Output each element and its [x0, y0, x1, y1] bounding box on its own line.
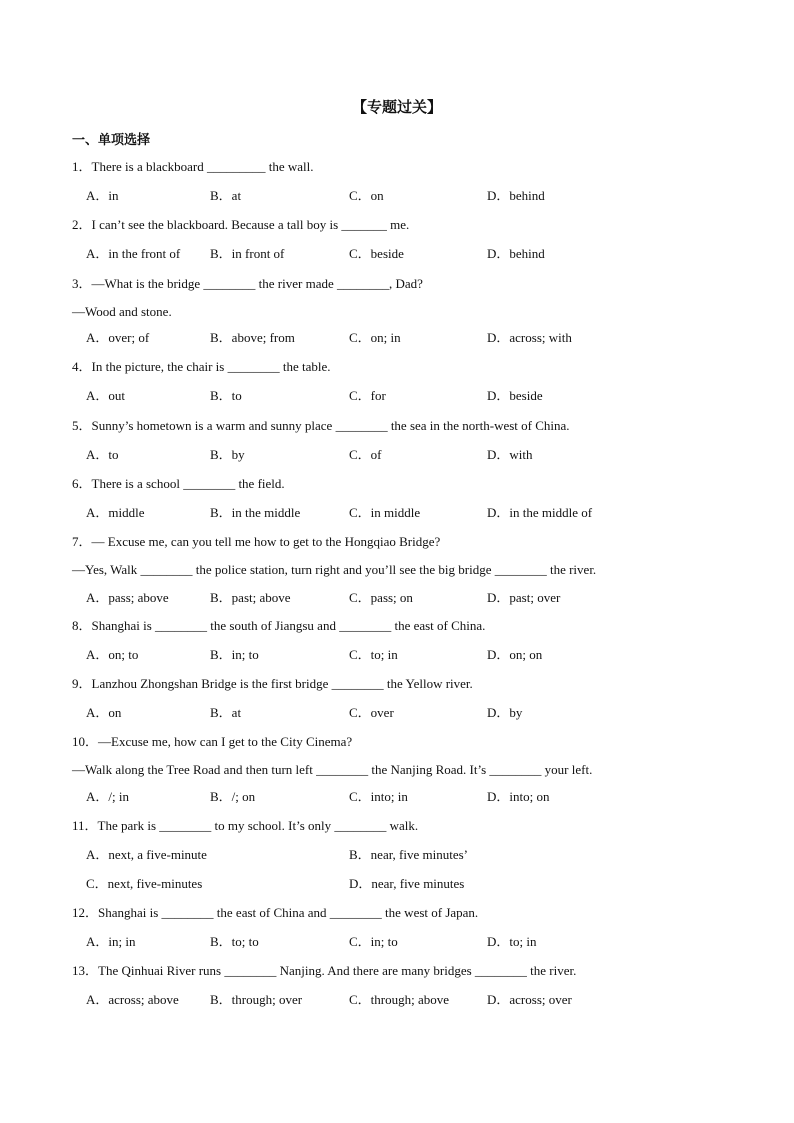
option-c[interactable]: C．on; in — [349, 330, 401, 345]
option-b[interactable]: B．at — [210, 705, 242, 720]
question-9-stem: 9．Lanzhou Zhongshan Bridge is the first bridge ________ the Yellow river. — [72, 676, 473, 691]
page-title: 【专题过关】 — [351, 98, 442, 116]
question-11-stem: 11．The park is ________ to my school. It’s only ________ walk. — [72, 818, 419, 833]
option-a[interactable]: A．to — [86, 447, 119, 462]
option-b[interactable]: B．in; to — [210, 647, 259, 662]
option-b[interactable]: B．through; over — [210, 992, 303, 1007]
question-6-options — [86, 504, 726, 522]
question-1-stem: 1．There is a blackboard _________ the wall. — [72, 159, 314, 174]
option-a[interactable]: A．in — [86, 188, 119, 203]
option-b[interactable]: B．/; on — [210, 789, 256, 804]
question-6-stem: 6．There is a school ________ the field. — [72, 476, 285, 491]
question-7-options — [86, 589, 726, 607]
question-9-options — [86, 704, 726, 722]
option-b[interactable]: B．above; from — [210, 330, 295, 345]
question-4-stem: 4．In the picture, the chair is ________ the table. — [72, 359, 331, 374]
option-d[interactable]: D．past; over — [487, 590, 561, 605]
question-7-answer-line: —Yes, Walk ________ the police station, turn right and you’ll see the big bridge ________ the river. — [72, 562, 597, 577]
option-a[interactable]: A．middle — [86, 505, 145, 520]
option-b[interactable]: B．to; to — [210, 934, 259, 949]
question-10-options — [86, 788, 726, 806]
question-11-options-row-2 — [86, 875, 726, 893]
question-3-stem: 3．—What is the bridge ________ the river made ________, Dad? — [72, 276, 423, 291]
question-12-options — [86, 933, 726, 951]
question-12-stem: 12．Shanghai is ________ the east of China and ________ the west of Japan. — [72, 905, 479, 920]
option-a[interactable]: A．over; of — [86, 330, 150, 345]
option-d[interactable]: D．behind — [487, 188, 545, 203]
option-b[interactable]: B．by — [210, 447, 245, 462]
option-c[interactable]: C．into; in — [349, 789, 408, 804]
option-b[interactable]: B．in front of — [210, 246, 285, 261]
option-a[interactable]: A．out — [86, 388, 126, 403]
option-d[interactable]: D．into; on — [487, 789, 550, 804]
question-2-options — [86, 245, 726, 263]
option-b[interactable]: B．past; above — [210, 590, 291, 605]
option-d[interactable]: D．to; in — [487, 934, 537, 949]
option-d[interactable]: D．on; on — [487, 647, 543, 662]
question-7-stem: 7．— Excuse me, can you tell me how to get to the Hongqiao Bridge? — [72, 534, 441, 549]
question-10-answer-line: —Walk along the Tree Road and then turn left ________ the Nanjing Road. It’s ________ your left. — [72, 762, 593, 777]
question-4-options — [86, 387, 726, 405]
option-b[interactable]: B．to — [210, 388, 242, 403]
option-d[interactable]: D．by — [487, 705, 523, 720]
option-d[interactable]: D．with — [487, 447, 533, 462]
option-d[interactable]: D．across; with — [487, 330, 572, 345]
option-c[interactable]: C．next, five-minutes — [86, 876, 203, 891]
option-c[interactable]: C．on — [349, 188, 384, 203]
option-d[interactable]: D．behind — [487, 246, 545, 261]
option-a[interactable]: A．pass; above — [86, 590, 169, 605]
option-c[interactable]: C．through; above — [349, 992, 450, 1007]
option-a[interactable]: A．on; to — [86, 647, 139, 662]
option-d[interactable]: D．beside — [487, 388, 543, 403]
question-5-options — [86, 446, 726, 464]
question-2-stem: 2．I can’t see the blackboard. Because a tall boy is _______ me. — [72, 217, 410, 232]
option-c[interactable]: C．beside — [349, 246, 404, 261]
option-a[interactable]: A．next, a five-minute — [86, 847, 207, 862]
question-3-answer-line: —Wood and stone. — [72, 304, 172, 319]
option-d[interactable]: D．in the middle of — [487, 505, 593, 520]
question-8-options — [86, 646, 726, 664]
question-13-options — [86, 991, 726, 1009]
option-b[interactable]: B．at — [210, 188, 242, 203]
option-c[interactable]: C．to; in — [349, 647, 398, 662]
question-10-stem: 10．—Excuse me, how can I get to the City Cinema? — [72, 734, 353, 749]
option-a[interactable]: A．across; above — [86, 992, 179, 1007]
option-c[interactable]: C．for — [349, 388, 386, 403]
question-13-stem: 13．The Qinhuai River runs ________ Nanjing. And there are many bridges ________ the river. — [72, 963, 577, 978]
question-3-options — [86, 329, 726, 347]
option-c[interactable]: C．of — [349, 447, 382, 462]
option-a[interactable]: A．on — [86, 705, 122, 720]
option-a[interactable]: A．in the front of — [86, 246, 181, 261]
option-d[interactable]: D．near, five minutes — [349, 876, 465, 891]
option-c[interactable]: C．in middle — [349, 505, 421, 520]
question-5-stem: 5．Sunny’s hometown is a warm and sunny place ________ the sea in the north-west of China. — [72, 418, 570, 433]
option-c[interactable]: C．pass; on — [349, 590, 413, 605]
option-a[interactable]: A．in; in — [86, 934, 136, 949]
option-c[interactable]: C．over — [349, 705, 394, 720]
section-heading: 一、单项选择 — [72, 133, 151, 148]
option-c[interactable]: C．in; to — [349, 934, 398, 949]
option-a[interactable]: A．/; in — [86, 789, 129, 804]
option-d[interactable]: D．across; over — [487, 992, 572, 1007]
option-b[interactable]: B．near, five minutes’ — [349, 847, 468, 862]
question-1-options — [86, 187, 726, 205]
question-8-stem: 8．Shanghai is ________ the south of Jiangsu and ________ the east of China. — [72, 618, 486, 633]
question-11-options-row-1 — [86, 846, 726, 864]
option-b[interactable]: B．in the middle — [210, 505, 301, 520]
